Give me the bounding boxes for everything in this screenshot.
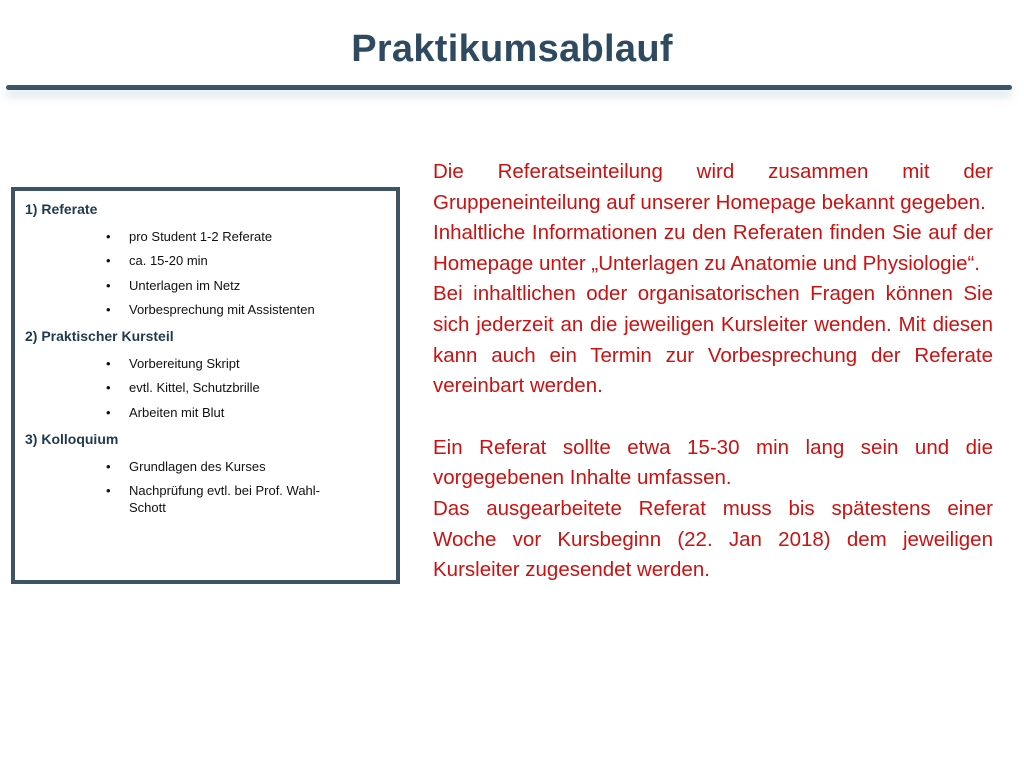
agenda-box: [11, 187, 400, 584]
bullet-icon: •: [106, 483, 111, 498]
bullet-icon: •: [106, 405, 111, 420]
list-item-text: Grundlagen des Kurses: [129, 459, 266, 474]
bullet-icon: •: [106, 278, 111, 293]
list-item-text: pro Student 1-2 Referate: [129, 229, 273, 244]
list-item: [106, 228, 369, 245]
bullet-icon: •: [106, 253, 111, 268]
slide-title: Praktikumsablauf: [351, 28, 673, 70]
list-item: [106, 252, 369, 269]
list-item-text: evtl. Kittel, Schutzbrille: [129, 380, 260, 395]
list-item: [106, 277, 369, 294]
list-item-text: ca. 15-20 min: [129, 253, 208, 268]
list-item: [106, 355, 369, 372]
bullet-icon: •: [106, 302, 111, 317]
info-paragraph: Ein Referat sollte etwa 15-30 min lang sein und die vorgegebenen Inhalte umfassen.: [433, 435, 993, 490]
section-heading-kolloquium: 3) Kolloquium: [25, 431, 119, 447]
list-item-text: Vorbereitung Skript: [129, 356, 240, 371]
info-paragraph: Die Referatseinteilung wird zusammen mit der Gruppeneinteilung auf unserer Homepage bekannt gegeben.: [433, 160, 993, 214]
list-item-text: Arbeiten mit Blut: [129, 405, 225, 420]
list-item-text: Vorbesprechung mit Assistenten: [129, 302, 315, 317]
info-text-block: [433, 157, 993, 586]
bullet-icon: •: [106, 356, 111, 371]
bullet-icon: •: [106, 380, 111, 395]
bullet-icon: •: [106, 459, 111, 474]
bullet-icon: •: [106, 229, 111, 244]
info-paragraph: Bei inhaltlichen oder organisatorischen Fragen können Sie sich jederzeit an die jeweiligen Kursleiter wenden. Mit diesen kann auch ein Termin zur Vorbesprechung der Referate vereinbart werden.: [433, 282, 993, 398]
list-item-text: Nachprüfung evtl. bei Prof. Wahl-Schott: [129, 483, 320, 515]
section-heading-referate: 1) Referate: [25, 201, 98, 217]
section-heading-praktischer-kursteil: 2) Praktischer Kursteil: [25, 328, 174, 344]
list-item-text: Unterlagen im Netz: [129, 278, 241, 293]
paragraph-spacer: [433, 402, 993, 433]
list-item: [106, 458, 369, 475]
info-paragraph: Inhaltliche Informationen zu den Referaten finden Sie auf der Homepage unter „Unterlagen zu Anatomie und Physiologie“.: [433, 221, 993, 275]
list-item: [106, 404, 369, 421]
list-item: [106, 301, 369, 318]
list-item: [106, 482, 355, 516]
info-paragraph: Das ausgearbeitete Referat muss bis spätestens einer Woche vor Kursbeginn (22. Jan 2018) dem jeweiligen Kursleiter zugesendet werden.: [433, 496, 993, 582]
title-divider: [6, 85, 1012, 90]
list-item: [106, 379, 369, 396]
